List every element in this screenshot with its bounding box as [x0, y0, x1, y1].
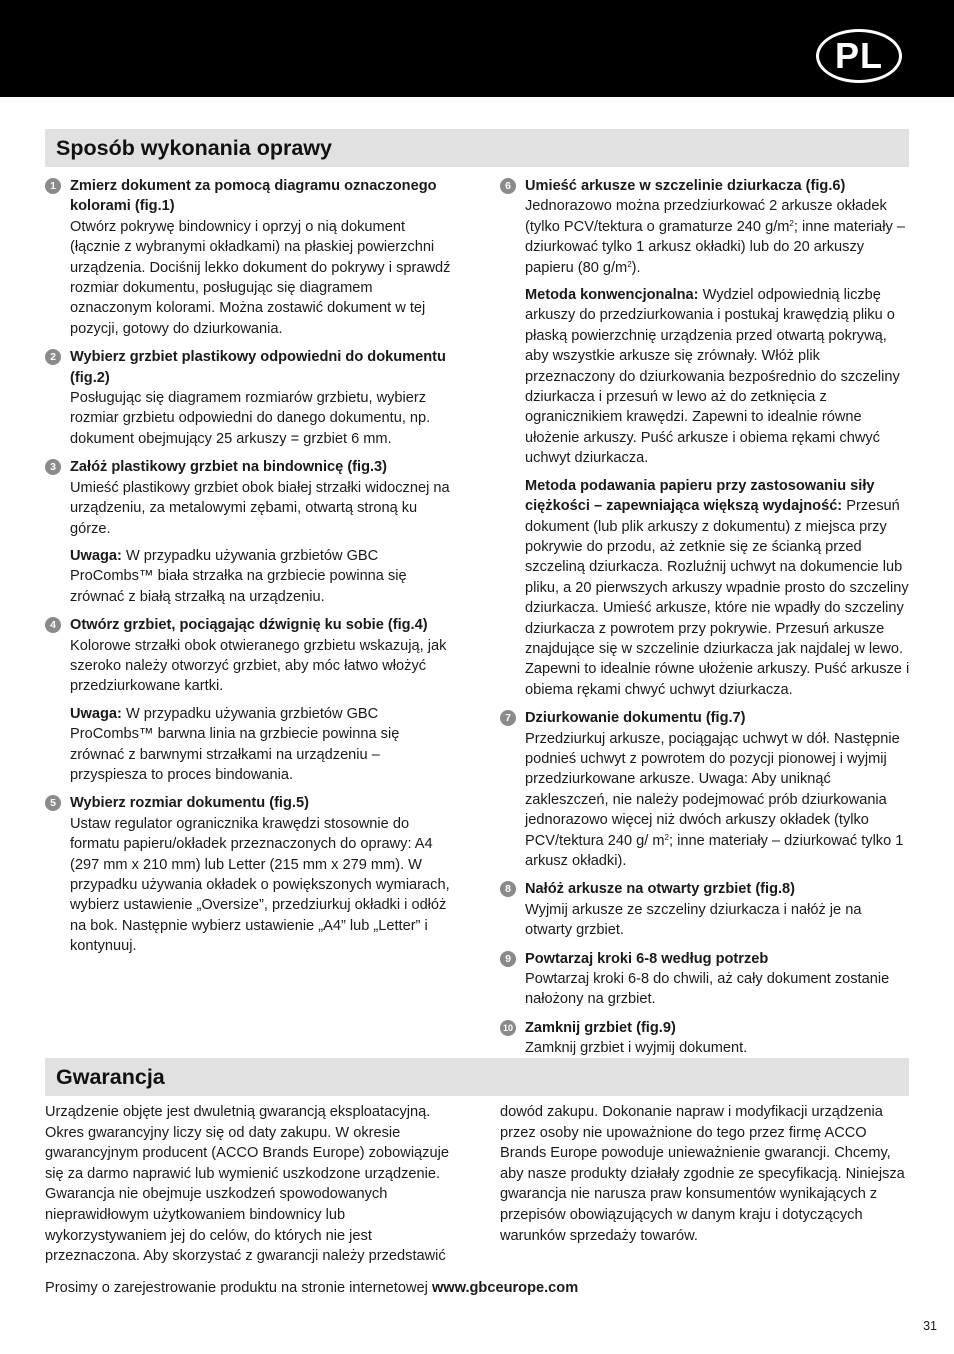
step-number-icon: 10: [500, 1020, 516, 1036]
step-text-part: ).: [631, 259, 641, 276]
section-title-warranty: Gwarancja: [45, 1058, 909, 1096]
method-conventional: [525, 285, 910, 469]
step-1: [45, 176, 457, 339]
step-number-icon: 2: [45, 349, 61, 365]
step-text: Ustaw regulator ogranicznika krawędzi stosownie do formatu papieru/okładek przeznaczonych do oprawy: A4 (297 mm x 210 mm) lub Letter (215 mm x 279 mm). W przypadku używania okładek o powiększonych wymiarach, wybierz ustawienie „Oversize”, przedziurkuj okładki i odłóż na bok. Następnie wybierz ustawienie „A4” lub „Letter” i kontynuuj.: [70, 815, 450, 955]
note-text: W przypadku używania grzbietów GBC ProCombs™ barwna linia na grzbiecie powinna się zrównać z barwnymi strzałkami na urządzeniu – przyspiesza to proces bindowania.: [70, 705, 400, 783]
method-label: Metoda podawania papieru przy zastosowaniu siły ciężkości – zapewniająca większą wydajność:: [525, 477, 875, 515]
step-number-icon: 7: [500, 710, 516, 726]
step-title: Zamknij grzbiet (fig.9): [525, 1019, 676, 1036]
step-note: [70, 546, 457, 607]
note-label: Uwaga:: [70, 547, 122, 564]
step-text: Zamknij grzbiet i wyjmij dokument.: [525, 1040, 748, 1057]
superscript: 2: [789, 218, 794, 228]
step-7: [500, 708, 910, 871]
step-text-part: ; inne materiały – dziurkować tylko 1 arkusz okładki) lub do 20 arkuszy papieru (80 g/m: [525, 218, 906, 276]
step-number-icon: 8: [500, 881, 516, 897]
right-column: [500, 176, 910, 1067]
step-4: [45, 615, 457, 785]
step-text: Wyjmij arkusze ze szczeliny dziurkacza i nałóż je na otwarty grzbiet.: [525, 901, 862, 939]
superscript: 2: [627, 259, 632, 269]
step-text-part: Jednorazowo można przedziurkować 2 arkusze okładek (tylko PCV/tektura o gramaturze 240 g/m: [525, 198, 887, 235]
step-number-icon: 4: [45, 617, 61, 633]
step-number-icon: 5: [45, 795, 61, 811]
method-text: Wydziel odpowiednią liczbę arkuszy do przedziurkowania i postukaj krawędzią pliku o płaską powierzchnię urządzenia przed otwartą pokrywą, aby wszystkie arkusze się zrównały. Włóż plik przeznaczony do dziurkowania bezpośrednio do szczeliny dziurkacza i przesuń w lewo aż do zetknięcia z ogranicznikiem krawędzi. Zapewni to idealnie równe ułożenie arkuszy. Puść arkusze i obiema rękami chwyć uchwyt dziurkacza.: [525, 287, 900, 467]
step-number-icon: 3: [45, 459, 61, 475]
step-text-part: ; inne materiały – dziurkować tylko 1 arkusz okładki).: [525, 832, 904, 869]
step-text: Kolorowe strzałki obok otwieranego grzbietu wskazują, jak szeroko należy otworzyć grzbiet, aby móc łatwo włożyć przedziurkowane kartki.: [70, 637, 447, 695]
header-bar: [0, 0, 954, 97]
note-text: W przypadku używania grzbietów GBC ProCombs™ biała strzałka na grzbiecie powinna się zrównać z białą strzałką na urządzeniu.: [70, 547, 407, 605]
step-title: Załóż plastikowy grzbiet na bindownicę (fig.3): [70, 459, 388, 476]
step-title: Zmierz dokument za pomocą diagramu oznaczonego kolorami (fig.1): [70, 178, 437, 215]
step-2: [45, 347, 457, 449]
step-text: [525, 729, 910, 872]
step-note: [70, 704, 457, 786]
step-text: Powtarzaj kroki 6-8 do chwili, aż cały dokument zostanie nałożony na grzbiet.: [525, 971, 890, 1008]
step-3: [45, 457, 457, 607]
note-label: Uwaga:: [70, 705, 122, 722]
method-gravity: [525, 476, 910, 700]
step-title: Nałóż arkusze na otwarty grzbiet (fig.8): [525, 881, 796, 898]
step-title: Dziurkowanie dokumentu (fig.7): [525, 710, 746, 727]
step-number-icon: 6: [500, 178, 516, 194]
section-title-binding: Sposób wykonania oprawy: [45, 129, 909, 167]
step-10: [500, 1018, 910, 1059]
method-label: Metoda konwencjonalna:: [525, 287, 699, 304]
language-badge: PL: [816, 29, 902, 83]
registration-note: [45, 1278, 578, 1298]
warranty-text-right: dowód zakupu. Dokonanie napraw i modyfikacji urządzenia przez osoby nie upoważnione do tego przez firmę ACCO Brands Europe powoduje unieważnienie gwarancji. Chcemy, aby nasze produkty działały zgodnie ze specyfikacją. Niniejsza gwarancja nie narusza praw konsumentów wynikających z przepisów obowiązujących w danym kraju i dotyczących warunków sprzedaży towarów.: [500, 1104, 905, 1244]
method-text: Przesuń dokument (lub plik arkuszy z dokumentu) z miejsca przy pokrywie do przodu, aż zetknie się ze ścianką przed szczeliną dziurkacza. Rozluźnij uchwyt na dokumencie lub pliku, a 20 pierwszych arkuszy wpadnie prosto do szczeliny dziurkacza. Umieść arkusze, które nie wpadły do szczeliny dziurkacza z powrotem przy pokrywie. Przesuń arkusze znajdujące się w szczelinie dziurkacza jak najdalej w lewo. Zapewni to idealnie równe ułożenie arkuszy. Puść arkusze i obiema rękami chwyć uchwyt dziurkacza.: [525, 498, 910, 698]
step-title: Powtarzaj kroki 6-8 według potrzeb: [525, 950, 769, 967]
step-5: [45, 793, 457, 956]
left-column: [45, 176, 457, 965]
step-text: Otwórz pokrywę bindownicy i oprzyj o nią dokument (łącznie z wybranymi okładkami) na płaskiej powierzchni urządzenia. Dociśnij lekko dokument do pokrywy i sprawdź rozmiar dokumentu, posługując się diagramem oznaczonym kolorami. Można zostawić dokument w tej pozycji, gotowy do dziurkowania.: [70, 218, 451, 337]
step-title: Wybierz rozmiar dokumentu (fig.5): [70, 795, 309, 812]
website-link[interactable]: www.gbceurope.com: [431, 1280, 579, 1296]
step-6: [500, 176, 910, 700]
page-number: 31: [923, 1319, 937, 1333]
step-8: [500, 879, 910, 940]
step-text: Posługując się diagramem rozmiarów grzbietu, wybierz rozmiar grzbietu odpowiedni do danego dokumentu, np. dokument obejmujący 25 arkuszy = grzbiet 6 mm.: [70, 390, 431, 447]
step-number-icon: 1: [45, 178, 61, 194]
step-title: Umieść arkusze w szczelinie dziurkacza (fig.6): [525, 178, 846, 194]
superscript: 2: [664, 832, 669, 842]
step-text-part: Przedziurkuj arkusze, pociągając uchwyt w dół. Następnie podnieś uchwyt z powrotem do pozycji pionowej i wyjmij przedziurkowane arkusze. Uwaga: Aby uniknąć zakleszczeń, nie należy podejmować prób dziurkowania jednorazowo więcej niż dwóch arkuszy okładek (tylko PCV/tektura 240 g/ m: [525, 730, 900, 849]
step-title: Wybierz grzbiet plastikowy odpowiedni do dokumentu (fig.2): [70, 349, 446, 386]
step-text: [525, 196, 910, 278]
step-9: [500, 949, 910, 1010]
registration-text: Prosimy o zarejestrowanie produktu na stronie internetowej: [45, 1280, 432, 1296]
step-number-icon: 9: [500, 951, 516, 967]
warranty-text-left: Urządzenie objęte jest dwuletnią gwarancją eksploatacyjną. Okres gwarancyjny liczy się od daty zakupu. W okresie gwarancyjnym producent (ACCO Brands Europe) zobowiązuje się za darmo naprawić lub wymienić uszkodzone urządzenie. Gwarancja nie obejmuje uszkodzeń spowodowanych nieprawidłowym użytkowaniem bindownicy lub wykorzystywaniem jej do celów, do których nie jest przeznaczona. Aby skorzystać z gwarancji należy przedstawić: [45, 1104, 449, 1265]
step-text: Umieść plastikowy grzbiet obok białej strzałki widocznej na urządzeniu, za metalowymi zębami, otwartą stroną ku górze.: [70, 479, 450, 537]
step-title: Otwórz grzbiet, pociągając dźwignię ku sobie (fig.4): [70, 617, 428, 634]
